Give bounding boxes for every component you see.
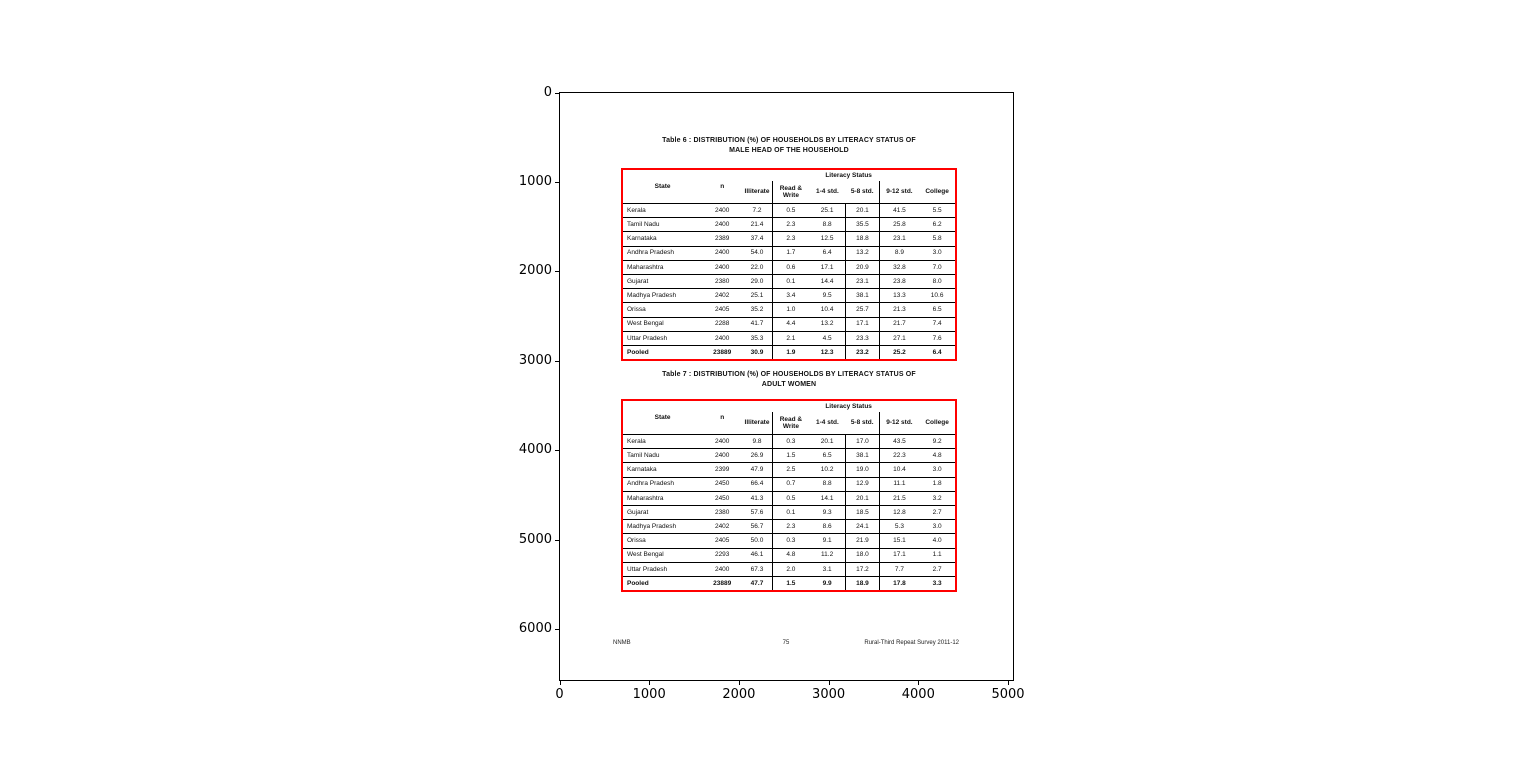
page-footer [613, 640, 959, 650]
y-axis-tick-label: 2000 [518, 263, 552, 279]
data-cell: 21.9 [846, 534, 879, 548]
data-cell: 2.7 [919, 562, 956, 576]
data-cell: 2.3 [772, 232, 809, 246]
state-cell: Maharashtra [622, 491, 702, 505]
data-cell: 0.6 [772, 260, 809, 274]
data-cell: 3.3 [919, 576, 956, 591]
data-cell: 0.1 [772, 505, 809, 519]
x-tick-mark [560, 681, 561, 685]
data-cell: 41.5 [879, 204, 919, 218]
table-row [622, 274, 956, 288]
data-cell: 8.8 [809, 218, 846, 232]
state-cell: Karnataka [622, 232, 702, 246]
y-axis-tick-label: 4000 [518, 442, 552, 458]
header-cell-9-12-std-: 9-12 std. [879, 412, 919, 435]
data-cell: 12.3 [809, 345, 846, 360]
data-cell: 23.2 [846, 345, 879, 360]
data-cell: 43.5 [879, 435, 919, 449]
data-cell: 6.4 [919, 345, 956, 360]
data-cell: 10.4 [809, 303, 846, 317]
data-cell: 54.0 [742, 246, 772, 260]
data-cell: 35.3 [742, 331, 772, 345]
table7-title-line1: Table 7 : DISTRIBUTION (%) OF HOUSEHOLDS BY LITERACY STATUS OF [662, 371, 916, 378]
table-row [622, 435, 956, 449]
table-row [622, 317, 956, 331]
table-row [622, 562, 956, 576]
data-cell: 17.0 [846, 435, 879, 449]
data-cell: 38.1 [846, 289, 879, 303]
data-cell: 23.3 [846, 331, 879, 345]
data-cell: 21.4 [742, 218, 772, 232]
data-cell: 0.5 [772, 491, 809, 505]
data-cell: 18.5 [846, 505, 879, 519]
x-axis-tick-label: 2000 [722, 687, 756, 702]
table7-title-line2: ADULT WOMEN [761, 380, 817, 388]
data-cell: 5.3 [879, 520, 919, 534]
data-cell: 11.2 [809, 548, 846, 562]
data-cell: 10.4 [879, 463, 919, 477]
data-cell: 19.0 [846, 463, 879, 477]
header-cell-1-4-std-: 1-4 std. [809, 181, 846, 204]
data-cell: 47.7 [742, 576, 772, 591]
data-cell: 23.8 [879, 274, 919, 288]
data-cell: 3.0 [919, 520, 956, 534]
data-cell: 13.3 [879, 289, 919, 303]
y-tick-mark [555, 93, 559, 94]
header-group-literacy-status: Literacy Status [825, 402, 872, 410]
data-cell: 2380 [702, 274, 742, 288]
data-cell: 37.4 [742, 232, 772, 246]
x-tick-mark [918, 681, 919, 685]
data-cell: 23889 [702, 576, 742, 591]
table-row [622, 204, 956, 218]
data-cell: 3.0 [919, 463, 956, 477]
table-row [622, 232, 956, 246]
table6-title [621, 136, 957, 155]
y-tick-mark [555, 182, 559, 183]
table-row [622, 576, 956, 591]
data-cell: 2.7 [919, 505, 956, 519]
state-cell: Tamil Nadu [622, 218, 702, 232]
data-cell: 1.9 [772, 345, 809, 360]
data-cell: 1.5 [772, 576, 809, 591]
data-cell: 2400 [702, 562, 742, 576]
state-cell: Kerala [627, 206, 646, 214]
data-cell: 23.1 [846, 274, 879, 288]
state-cell: Madhya Pradesh [622, 520, 702, 534]
table-row [622, 260, 956, 274]
data-cell: 6.4 [809, 246, 846, 260]
header-cell-read-write: Read & Write [772, 412, 809, 435]
header-cell-state: State [622, 169, 702, 204]
state-cell: Tamil Nadu [622, 449, 702, 463]
data-cell: 4.8 [919, 449, 956, 463]
data-cell: 30.9 [742, 345, 772, 360]
x-axis-tick-label: 0 [555, 687, 564, 702]
data-cell: 0.3 [772, 534, 809, 548]
data-cell: 32.8 [879, 260, 919, 274]
data-cell: 21.7 [879, 317, 919, 331]
data-cell: 2400 [702, 218, 742, 232]
header-cell-state: State [622, 400, 702, 435]
data-cell: 2400 [714, 206, 730, 214]
data-cell: 0.1 [772, 274, 809, 288]
data-cell: 7.4 [919, 317, 956, 331]
data-cell: 9.8 [752, 437, 762, 445]
data-cell: 2400 [702, 449, 742, 463]
x-axis-tick-label: 4000 [901, 687, 935, 702]
footer-page-number: 75 [782, 640, 790, 646]
state-cell: Orissa [622, 534, 702, 548]
state-cell: Uttar Pradesh [622, 331, 702, 345]
data-cell: 25.1 [820, 206, 834, 214]
header-cell-college: College [919, 181, 956, 204]
data-cell: 9.2 [932, 437, 942, 445]
data-cell: 2400 [714, 437, 730, 445]
data-cell: 14.1 [809, 491, 846, 505]
table-row [622, 345, 956, 360]
plot-axes [559, 92, 1014, 681]
data-cell: 17.1 [809, 260, 846, 274]
data-cell: 2288 [702, 317, 742, 331]
data-cell: 1.1 [919, 548, 956, 562]
data-cell: 20.1 [846, 204, 879, 218]
data-cell: 13.2 [846, 246, 879, 260]
data-cell: 2.3 [772, 520, 809, 534]
header-cell-read-write: Read & Write [772, 181, 809, 204]
data-cell: 3.4 [772, 289, 809, 303]
data-cell: 1.7 [772, 246, 809, 260]
table-row [622, 303, 956, 317]
data-cell: 14.4 [809, 274, 846, 288]
state-cell: Madhya Pradesh [622, 289, 702, 303]
y-tick-mark [555, 629, 559, 630]
data-cell: 10.2 [809, 463, 846, 477]
y-axis-tick-label: 0 [543, 84, 552, 100]
data-cell: 23.1 [879, 232, 919, 246]
state-cell: Maharashtra [622, 260, 702, 274]
data-cell: 2450 [702, 477, 742, 491]
data-cell: 5.5 [932, 206, 942, 214]
data-cell: 7.7 [879, 562, 919, 576]
header-cell-5-8-std-: 5-8 std. [846, 181, 879, 204]
table-row [622, 548, 956, 562]
data-cell: 17.2 [846, 562, 879, 576]
x-tick-mark [649, 681, 650, 685]
data-cell: 27.1 [879, 331, 919, 345]
data-cell: 0.5 [772, 204, 809, 218]
data-cell: 23889 [702, 345, 742, 360]
header-cell-9-12-std-: 9-12 std. [879, 181, 919, 204]
data-cell: 50.0 [742, 534, 772, 548]
data-cell: 20.1 [846, 491, 879, 505]
data-cell: 4.8 [772, 548, 809, 562]
data-cell: 35.5 [846, 218, 879, 232]
data-cell: 22.0 [742, 260, 772, 274]
x-axis-tick-label: 3000 [812, 687, 846, 702]
header-cell-1-4-std-: 1-4 std. [809, 412, 846, 435]
data-cell: 24.1 [846, 520, 879, 534]
data-cell: 17.1 [879, 548, 919, 562]
data-cell: 9.1 [809, 534, 846, 548]
data-cell: 5.8 [919, 232, 956, 246]
data-cell: 38.1 [846, 449, 879, 463]
data-cell: 4.0 [919, 534, 956, 548]
data-cell: 2402 [702, 289, 742, 303]
data-cell: 18.9 [846, 576, 879, 591]
state-cell: Orissa [622, 303, 702, 317]
table-row [622, 289, 956, 303]
data-cell: 2380 [702, 505, 742, 519]
data-cell: 2405 [702, 534, 742, 548]
data-cell: 25.8 [879, 218, 919, 232]
data-cell: 2400 [702, 260, 742, 274]
data-cell: 3.0 [919, 246, 956, 260]
table-row [622, 520, 956, 534]
table7-title [621, 370, 957, 389]
state-cell: Uttar Pradesh [622, 562, 702, 576]
data-cell: 12.8 [879, 505, 919, 519]
data-cell: 1.8 [919, 477, 956, 491]
x-axis-tick-label: 5000 [991, 687, 1025, 702]
data-cell: 18.0 [846, 548, 879, 562]
data-cell: 2.0 [772, 562, 809, 576]
data-cell: 9.5 [809, 289, 846, 303]
header-cell-5-8-std-: 5-8 std. [846, 412, 879, 435]
data-cell: 1.0 [772, 303, 809, 317]
data-cell: 8.0 [919, 274, 956, 288]
data-cell: 17.1 [846, 317, 879, 331]
data-cell: 2.1 [772, 331, 809, 345]
y-axis-tick-label: 6000 [518, 621, 552, 636]
data-cell: 35.2 [742, 303, 772, 317]
data-cell: 46.1 [742, 548, 772, 562]
data-cell: 57.6 [742, 505, 772, 519]
data-cell: 7.0 [919, 260, 956, 274]
data-cell: 6.2 [919, 218, 956, 232]
data-cell: 67.3 [742, 562, 772, 576]
x-tick-mark [1008, 681, 1009, 685]
data-cell: 8.9 [879, 246, 919, 260]
header-cell-n: n [702, 400, 742, 435]
data-cell: 8.8 [809, 477, 846, 491]
data-cell: 21.5 [879, 491, 919, 505]
data-cell: 11.1 [879, 477, 919, 491]
data-cell: 56.7 [742, 520, 772, 534]
data-cell: 3.1 [809, 562, 846, 576]
y-tick-mark [555, 540, 559, 541]
data-cell: 20.9 [846, 260, 879, 274]
state-cell: Andhra Pradesh [622, 477, 702, 491]
data-cell: 7.6 [919, 331, 956, 345]
data-cell: 2402 [702, 520, 742, 534]
data-cell: 9.9 [809, 576, 846, 591]
data-cell: 12.9 [846, 477, 879, 491]
state-cell: Pooled [622, 345, 702, 360]
x-tick-mark [739, 681, 740, 685]
y-axis-tick-label: 1000 [518, 173, 552, 189]
table6-title-line2: MALE HEAD OF THE HOUSEHOLD [729, 146, 849, 154]
table-row [622, 449, 956, 463]
data-cell: 9.3 [809, 505, 846, 519]
data-cell: 2400 [702, 331, 742, 345]
header-group-literacy-status: Literacy Status [825, 171, 872, 179]
y-axis-tick-label: 3000 [518, 352, 552, 368]
data-cell: 8.6 [809, 520, 846, 534]
data-cell: 15.1 [879, 534, 919, 548]
header-cell-n: n [702, 169, 742, 204]
y-tick-mark [555, 271, 559, 272]
y-tick-mark [555, 361, 559, 362]
data-cell: 2.5 [772, 463, 809, 477]
table-row [622, 463, 956, 477]
table-row [622, 505, 956, 519]
data-cell: 26.9 [742, 449, 772, 463]
data-cell: 12.5 [809, 232, 846, 246]
data-cell: 2400 [702, 246, 742, 260]
table-row [622, 534, 956, 548]
data-cell: 2389 [702, 232, 742, 246]
data-cell: 3.2 [919, 491, 956, 505]
table-row [622, 246, 956, 260]
y-tick-mark [555, 450, 559, 451]
data-cell: 29.0 [742, 274, 772, 288]
data-cell: 20.1 [820, 437, 834, 445]
data-cell: 2399 [702, 463, 742, 477]
table-row [622, 331, 956, 345]
data-cell: 4.4 [772, 317, 809, 331]
data-cell: 10.6 [919, 289, 956, 303]
state-cell: Kerala [627, 437, 646, 445]
state-cell: Gujarat [622, 274, 702, 288]
data-cell: 4.5 [809, 331, 846, 345]
state-cell: Andhra Pradesh [622, 246, 702, 260]
data-cell: 18.8 [846, 232, 879, 246]
data-cell: 41.7 [742, 317, 772, 331]
literacy-table-adult-women [621, 399, 957, 592]
state-cell: West Bengal [622, 317, 702, 331]
x-tick-mark [829, 681, 830, 685]
table-row [622, 477, 956, 491]
header-cell-college: College [919, 412, 956, 435]
x-axis-tick-label: 1000 [632, 687, 666, 702]
data-cell: 0.3 [772, 435, 809, 449]
data-cell: 25.2 [879, 345, 919, 360]
header-cell-illiterate: Illiterate [742, 181, 772, 204]
table6-title-line1: Table 6 : DISTRIBUTION (%) OF HOUSEHOLDS BY LITERACY STATUS OF [662, 137, 916, 144]
y-axis-tick-label: 5000 [518, 531, 552, 547]
footer-survey-label: Rural-Third Repeat Survey 2011-12 [864, 640, 959, 646]
data-cell: 66.4 [742, 477, 772, 491]
data-cell: 47.9 [742, 463, 772, 477]
data-cell: 22.3 [879, 449, 919, 463]
data-cell: 17.8 [879, 576, 919, 591]
data-cell: 21.3 [879, 303, 919, 317]
data-cell: 25.1 [742, 289, 772, 303]
state-cell: West Bengal [622, 548, 702, 562]
data-cell: 0.7 [772, 477, 809, 491]
state-cell: Karnataka [622, 463, 702, 477]
data-cell: 41.3 [742, 491, 772, 505]
header-cell-illiterate: Illiterate [742, 412, 772, 435]
state-cell: Pooled [622, 576, 702, 591]
literacy-table-male-head [621, 168, 957, 361]
data-cell: 2293 [702, 548, 742, 562]
footer-org-label: NNMB [613, 640, 631, 646]
data-cell: 2405 [702, 303, 742, 317]
data-cell: 2.3 [772, 218, 809, 232]
table-row [622, 491, 956, 505]
data-cell: 2450 [702, 491, 742, 505]
data-cell: 25.7 [846, 303, 879, 317]
data-cell: 6.5 [919, 303, 956, 317]
data-cell: 7.2 [752, 206, 762, 214]
data-cell: 6.5 [809, 449, 846, 463]
data-cell: 13.2 [809, 317, 846, 331]
state-cell: Gujarat [622, 505, 702, 519]
table-row [622, 218, 956, 232]
data-cell: 1.5 [772, 449, 809, 463]
